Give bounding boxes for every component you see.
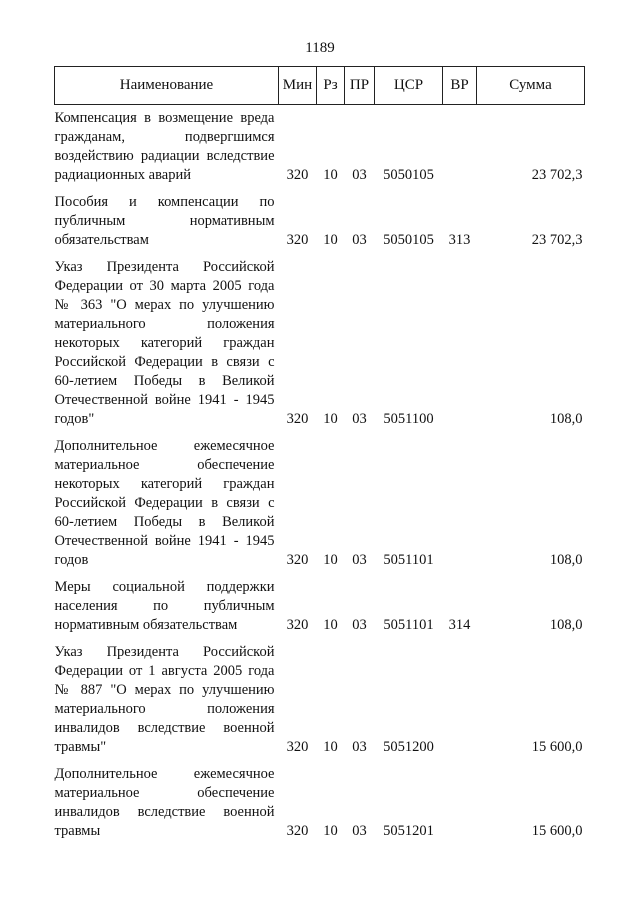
- row-name: Дополнительное ежемесячное материальное обеспечение некоторых категорий граждан Российской Федерации в связи с 60-летием Победы в Великой Отечественной войне 1941 - 1945 годов: [54, 438, 275, 568]
- row-pr: 03: [352, 552, 367, 568]
- table-row: [55, 105, 585, 186]
- row-name: Указ Президента Российской Федерации от 30 марта 2005 года № 363 "О мерах по улучшению материального положения некоторых категорий граждан Российской Федерации в связи с 60-летием Победы в Великой Отечественной войне 1941 - 1945 годов": [54, 259, 275, 427]
- table-row: [55, 635, 585, 757]
- row-sum: 23 702,3: [531, 232, 583, 248]
- row-rz: 10: [323, 232, 338, 248]
- row-csr: 5051100: [383, 411, 434, 427]
- row-pr: 03: [352, 232, 367, 248]
- row-csr: 5051200: [383, 739, 434, 755]
- row-rz: 10: [323, 167, 338, 183]
- row-sum: 108,0: [549, 411, 583, 427]
- row-pr: 03: [352, 167, 367, 183]
- row-pr: 03: [352, 617, 367, 633]
- row-vr: [443, 429, 477, 570]
- row-rz: 10: [323, 739, 338, 755]
- row-csr: 5050105: [383, 232, 434, 248]
- row-sum: 15 600,0: [531, 739, 583, 755]
- row-rz: 10: [323, 617, 338, 633]
- row-name: Пособия и компенсации по публичным нормативным обязательствам: [54, 194, 275, 248]
- header-csr: ЦСР: [375, 67, 443, 105]
- header-min: Мин: [279, 67, 317, 105]
- row-pr: 03: [352, 739, 367, 755]
- table-row: [55, 250, 585, 429]
- row-pr: 03: [352, 823, 367, 839]
- row-sum: 108,0: [549, 617, 583, 633]
- row-name: Компенсация в возмещение вреда гражданам, подвергшимся воздействию радиации вследствие радиационных аварий: [54, 110, 275, 183]
- budget-table: [54, 66, 585, 841]
- row-name: Меры социальной поддержки населения по публичным нормативным обязательствам: [54, 579, 275, 633]
- row-vr: 313: [448, 232, 471, 248]
- header-rz: Рз: [317, 67, 345, 105]
- row-min: 320: [286, 232, 309, 248]
- row-vr: 314: [448, 617, 471, 633]
- row-csr: 5051201: [383, 823, 434, 839]
- table-row: [55, 570, 585, 635]
- row-vr: [443, 757, 477, 841]
- row-rz: 10: [323, 552, 338, 568]
- row-sum: 108,0: [549, 552, 583, 568]
- row-csr: 5051101: [383, 617, 434, 633]
- row-vr: [443, 250, 477, 429]
- table-row: [55, 757, 585, 841]
- page-number: 1189: [305, 40, 335, 56]
- row-name: Дополнительное ежемесячное материальное обеспечение инвалидов вследствие военной травмы: [54, 766, 275, 839]
- row-sum: 23 702,3: [531, 167, 583, 183]
- row-sum: 15 600,0: [531, 823, 583, 839]
- header-pr: ПР: [345, 67, 375, 105]
- row-min: 320: [286, 617, 309, 633]
- row-min: 320: [286, 739, 309, 755]
- row-csr: 5051101: [383, 552, 434, 568]
- row-min: 320: [286, 411, 309, 427]
- header-name: Наименование: [55, 67, 279, 105]
- row-min: 320: [286, 167, 309, 183]
- row-vr: [443, 635, 477, 757]
- row-name: Указ Президента Российской Федерации от 1 августа 2005 года № 887 "О мерах по улучшению материального положения инвалидов вследствие военной травмы": [54, 644, 275, 755]
- table-row: [55, 429, 585, 570]
- row-rz: 10: [323, 411, 338, 427]
- row-csr: 5050105: [383, 167, 434, 183]
- row-min: 320: [286, 552, 309, 568]
- header-sum: Сумма: [477, 67, 585, 105]
- row-min: 320: [286, 823, 309, 839]
- header-vr: ВР: [443, 67, 477, 105]
- row-pr: 03: [352, 411, 367, 427]
- table-row: [55, 185, 585, 250]
- row-vr: [443, 105, 477, 186]
- row-rz: 10: [323, 823, 338, 839]
- table-header-row: [55, 67, 585, 105]
